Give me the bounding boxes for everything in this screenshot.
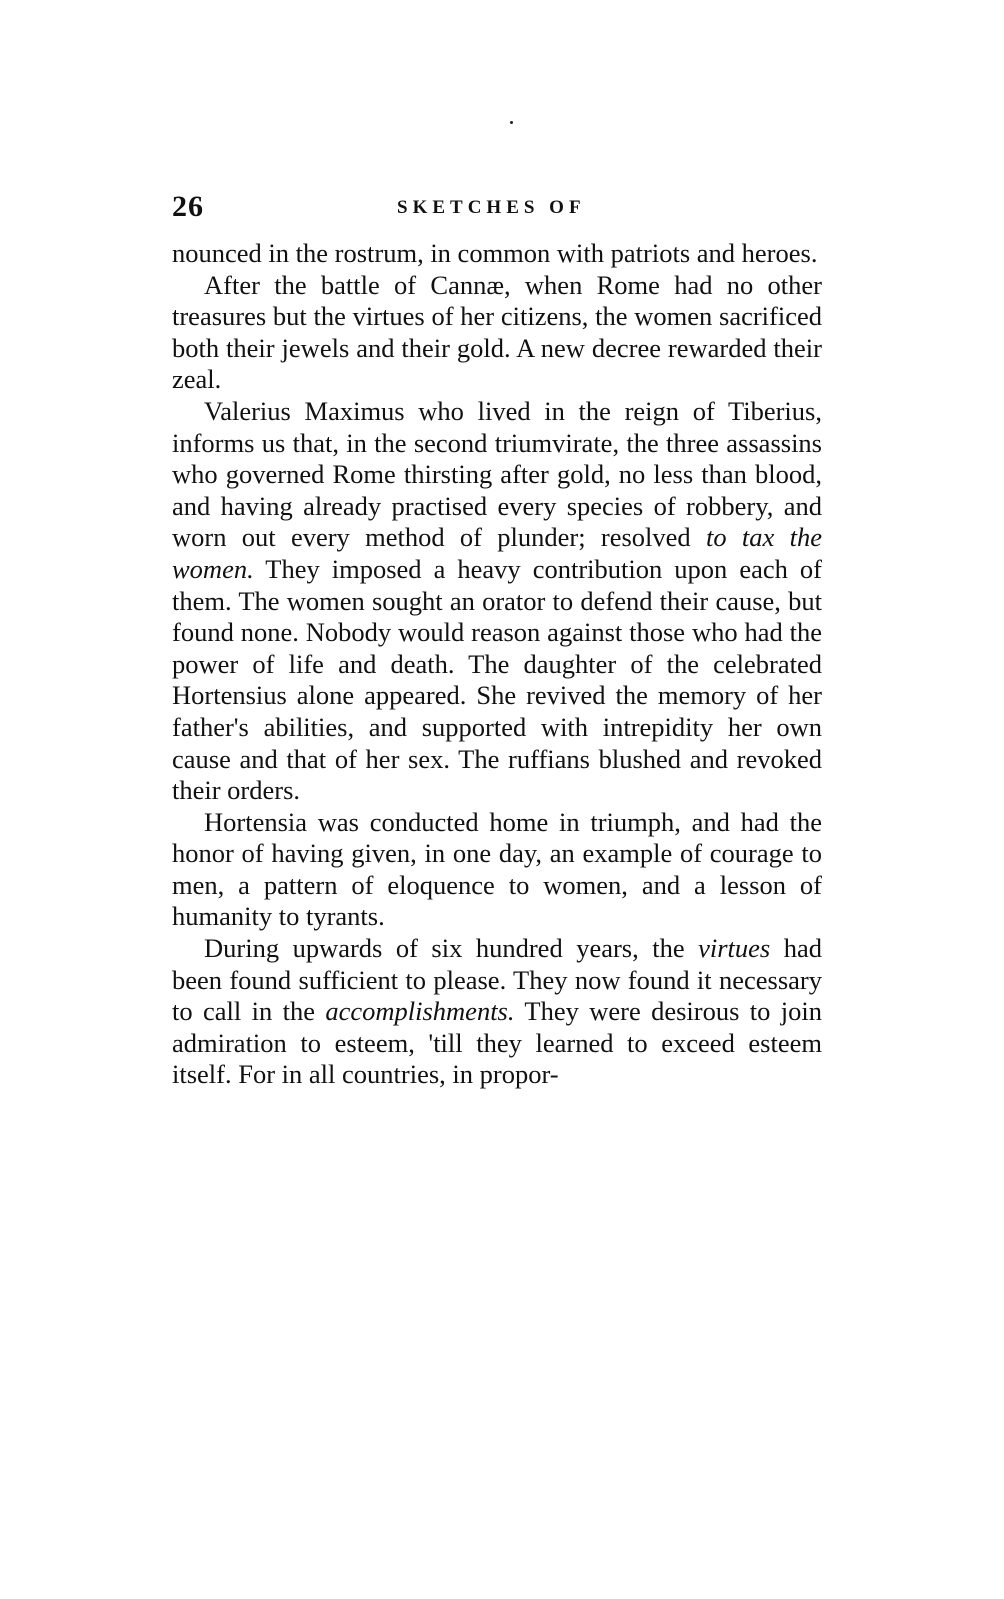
paragraph-text: During upwards of six hundred years, the (204, 933, 699, 964)
italic-phrase: to tax the women. (172, 522, 822, 584)
italic-word: accomplishments. (325, 996, 515, 1027)
paragraph-continued (172, 238, 822, 270)
paragraph-text: Valerius Maximus who lived in the reign of Tiberius, informs us that, in the second triumvirate, the three assassins who governed Rome thirsting after gold, no less than blood, and having already practised every species of robbery, and worn out every method of plunder; resolved (172, 395, 822, 553)
body-text (172, 238, 822, 1091)
paragraph-text: They imposed a heavy contribution upon each of them. The women sought an orator to defend their cause, but found none. Nobody would reason against those who had the power of life and death. The daughter of the celebrated Hortensius alone appeared. She revived the memory of her father's abilities, and supported with intrepidity her own cause and that of her sex. The ruffians blushed and revoked their orders. (172, 553, 822, 806)
paragraph-cannae (172, 270, 822, 396)
paragraph-text: had been found sufficient to please. They now found it necessary to call in the (172, 933, 822, 1027)
running-head: SKETCHES OF (397, 197, 586, 218)
paragraph-virtues (172, 933, 822, 1091)
page-number: 26 (172, 190, 204, 223)
paragraph-text: They were desirous to join admiration to esteem, 'till they learned to exceed esteem itself. For in all countries, in propor- (172, 996, 822, 1090)
italic-word: virtues (698, 933, 771, 964)
paragraph-text: Hortensia was conducted home in triumph, and had the honor of having given, in one day, an example of courage to men, a pattern of eloquence to women, and a lesson of humanity to tyrants. (172, 806, 822, 932)
paragraph-text: nounced in the rostrum, in common with patriots and heroes. (172, 238, 818, 268)
paragraph-hortensia (172, 807, 822, 933)
paragraph-text: After the battle of Cannæ, when Rome had no other treasures but the virtues of her citizens, the women sacrificed both their jewels and their gold. A new decree rewarded their zeal. (172, 269, 822, 395)
page-header (172, 190, 822, 230)
paragraph-valerius (172, 396, 822, 807)
ink-speck (510, 121, 513, 124)
